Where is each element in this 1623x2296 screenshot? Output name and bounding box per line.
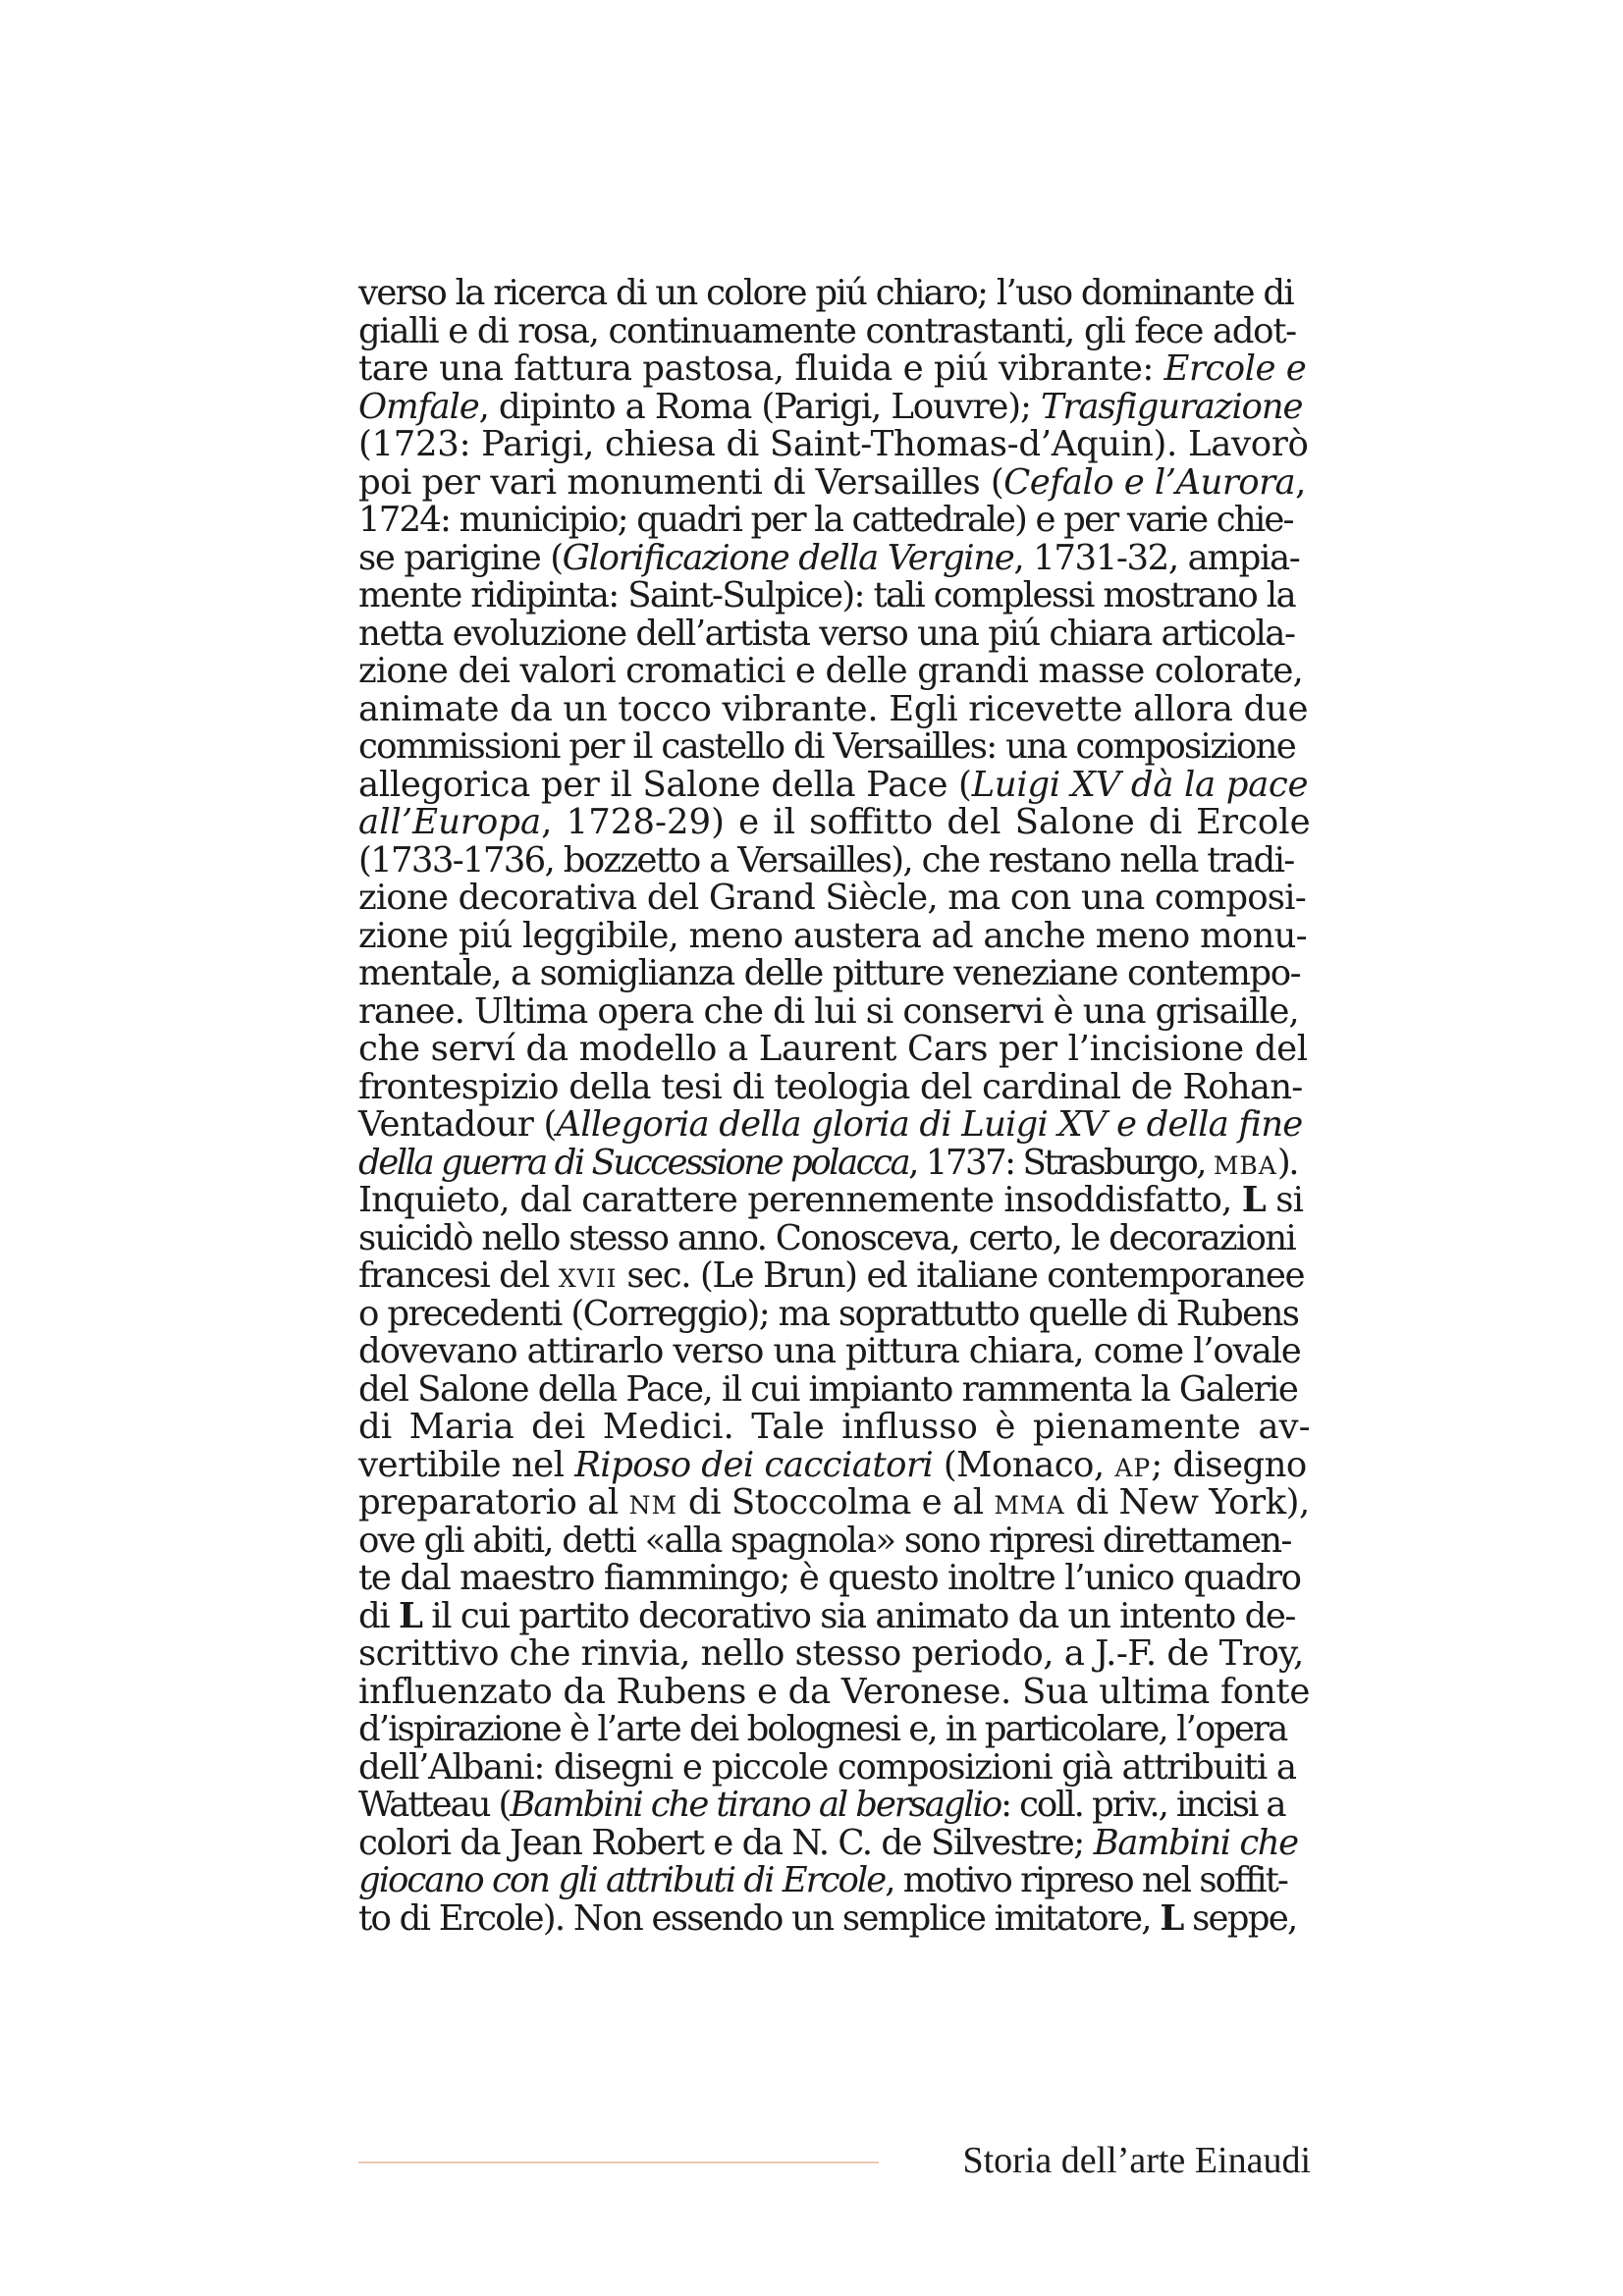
text-segment: d’ispirazione è l’arte dei bolognesi e, in particolare, l’opera <box>358 1709 1287 1749</box>
text-segment: : coll. priv., incisi a <box>1001 1785 1285 1825</box>
text-segment: di <box>358 1595 399 1636</box>
text-line <box>358 426 1311 464</box>
italic-text: Bambini che <box>1093 1822 1298 1863</box>
text-segment: ove gli abiti, detti «alla spagnola» sono ripresi direttamen- <box>358 1520 1291 1561</box>
text-line <box>358 1822 1311 1863</box>
text-segment: si <box>1265 1180 1304 1220</box>
text-segment: colori da Jean Robert e da N. C. de Silvestre; <box>358 1822 1094 1863</box>
text-segment: frontespizio della tesi di teologia del cardinal de Rohan- <box>358 1066 1303 1107</box>
bold-text: L <box>1160 1897 1183 1939</box>
body-text <box>358 275 1311 1938</box>
text-segment: animate da un tocco vibrante. Egli ricevette allora due <box>358 688 1309 729</box>
text-segment: Ventadour ( <box>358 1104 557 1145</box>
text-line <box>358 1217 1311 1258</box>
text-line <box>358 1862 1311 1900</box>
text-segment: , 1728-29) e il soffitto del Salone di Ercole <box>541 802 1311 842</box>
small-caps-text: nm <box>628 1482 678 1522</box>
text-line <box>358 1787 1311 1825</box>
text-line <box>358 880 1311 918</box>
italic-text: Omfale <box>358 386 479 427</box>
text-segment: , motivo ripreso nel soffit- <box>885 1860 1287 1900</box>
text-line <box>358 990 1311 1032</box>
text-line <box>358 1671 1311 1712</box>
text-line <box>358 653 1311 691</box>
text-line <box>358 728 1311 767</box>
italic-text: Trasfigurazione <box>1040 386 1303 427</box>
text-line <box>358 615 1311 654</box>
text-segment: to di Ercole). Non essendo un semplice imitatore, <box>358 1897 1161 1939</box>
text-segment: ). <box>1276 1142 1298 1183</box>
text-segment: di Maria dei Medici. Tale influsso è pienamente av- <box>358 1407 1311 1447</box>
text-line <box>358 1522 1311 1561</box>
small-caps-text: xvii <box>558 1255 618 1296</box>
text-segment: , 1731-32, ampia- <box>1013 537 1300 578</box>
text-segment: del Salone della Pace, il cui impianto rammenta la Galerie <box>358 1368 1298 1410</box>
text-line <box>358 839 1311 881</box>
italic-text: della guerra di Successione polacca <box>358 1142 909 1183</box>
small-caps-text: mba <box>1213 1142 1277 1183</box>
italic-text: Riposo dei cacciatori <box>574 1444 934 1485</box>
text-segment: scrittivo che rinvia, nello stesso periodo, a J.-F. de Troy, <box>358 1633 1304 1674</box>
text-segment: o precedenti (Correggio); ma soprattutto quelle di Rubens <box>358 1293 1299 1334</box>
text-segment: (1733-1736, bozzetto a Versailles), che restano nella tradi- <box>358 839 1294 881</box>
text-segment: di Stoccolma e al <box>677 1482 995 1522</box>
text-line <box>358 1031 1311 1069</box>
text-segment: il cui partito decorativo sia animato da un intento de- <box>421 1595 1295 1636</box>
text-line <box>358 1368 1311 1410</box>
text-line <box>358 577 1311 615</box>
small-caps-text: ap <box>1114 1444 1152 1485</box>
text-segment: , <box>1295 461 1306 503</box>
text-segment: tare una fattura pastosa, fluida e piú vibrante: <box>358 348 1164 389</box>
text-line <box>358 764 1311 805</box>
text-line <box>358 955 1311 993</box>
text-segment: sec. (Le Brun) ed italiane contemporanee <box>617 1255 1305 1296</box>
bold-text: L <box>398 1595 422 1636</box>
text-segment: seppe, <box>1182 1897 1297 1939</box>
text-segment: verso la ricerca di un colore piú chiaro; l’uso dominante di <box>358 273 1293 313</box>
italic-text: Cefalo e l’Aurora <box>1003 461 1296 503</box>
text-segment: allegorica per il Salone della Pace ( <box>358 764 972 805</box>
text-line <box>358 1142 1311 1183</box>
text-segment: zione piú leggibile, meno austera ad anche meno monu- <box>358 915 1307 956</box>
text-line <box>358 537 1311 578</box>
text-segment: Inquieto, dal carattere perennemente insoddisfatto, <box>358 1180 1242 1220</box>
text-segment: mentale, a somiglianza delle pitture veneziane contempo- <box>358 953 1301 993</box>
italic-text: Bambini che tirano al bersaglio <box>510 1785 1001 1825</box>
text-line <box>358 1635 1311 1674</box>
text-segment: commissioni per il castello di Versailles: una composizione <box>358 726 1296 767</box>
text-segment: influenzato da Rubens e da Veronese. Sua ultima fonte <box>358 1671 1311 1712</box>
footer-title: Storia dell’arte Einaudi <box>962 2140 1311 2181</box>
text-line <box>358 350 1311 389</box>
text-segment: , dipinto a Roma (Parigi, Louvre); <box>478 386 1041 427</box>
text-segment: te dal maestro fiammingo; è questo inoltre l’unico quadro <box>358 1558 1301 1598</box>
text-segment: Watteau ( <box>358 1785 511 1825</box>
text-line <box>358 1444 1311 1485</box>
text-segment: dovevano attirarlo verso una pittura chiara, come l’ovale <box>358 1331 1301 1371</box>
text-segment: che serví da modello a Laurent Cars per l’incisione del <box>358 1029 1308 1069</box>
italic-text: Glorificazione della Vergine <box>562 537 1014 578</box>
text-line <box>358 688 1311 729</box>
text-line <box>358 1066 1311 1107</box>
italic-text: all’Europa <box>358 802 542 842</box>
italic-text: Ercole e <box>1163 348 1307 389</box>
text-line <box>358 386 1311 427</box>
text-segment: poi per vari monumenti di Versailles ( <box>358 461 1004 503</box>
text-segment: francesi del <box>358 1255 559 1296</box>
text-segment: mente ridipinta: Saint-Sulpice): tali complessi mostrano la <box>358 575 1296 615</box>
text-segment: zione dei valori cromatici e delle grandi masse colorate, <box>358 651 1303 691</box>
text-line <box>358 804 1311 842</box>
text-segment: ranee. Ultima opera che di lui si conservi è una grisaille, <box>358 990 1299 1032</box>
text-line <box>358 502 1311 540</box>
text-line <box>358 1897 1311 1939</box>
text-segment: ; disegno <box>1151 1444 1307 1485</box>
text-segment: 1724: municipio; quadri per la cattedrale) e per varie chie- <box>358 500 1293 540</box>
text-line <box>358 1333 1311 1371</box>
text-line <box>358 1595 1311 1636</box>
text-segment: zione decorativa del Grand Siècle, ma con una composi- <box>358 878 1306 918</box>
italic-text: Allegoria della gloria di Luigi XV e della fine <box>556 1104 1303 1145</box>
text-segment: (1723: Parigi, chiesa di Saint-Thomas-d’Aquin). Lavorò <box>358 424 1309 464</box>
footer-rule <box>358 2162 879 2163</box>
text-segment: suicidò nello stesso anno. Conosceva, certo, le decorazioni <box>358 1217 1295 1258</box>
text-segment: , 1737: Strasburgo, <box>908 1142 1214 1183</box>
text-line <box>358 310 1311 351</box>
text-line <box>358 1711 1311 1749</box>
text-segment: vertibile nel <box>358 1444 575 1485</box>
text-line <box>358 1560 1311 1598</box>
small-caps-text: mma <box>994 1482 1065 1522</box>
text-segment: netta evoluzione dell’artista verso una piú chiara articola- <box>358 613 1295 654</box>
text-segment: preparatorio al <box>358 1482 629 1522</box>
text-line <box>358 1409 1311 1447</box>
bold-text: L <box>1241 1180 1266 1220</box>
text-line <box>358 1746 1311 1788</box>
text-line <box>358 1182 1311 1220</box>
italic-text: Luigi XV dà la pace <box>971 764 1309 805</box>
text-line <box>358 1257 1311 1296</box>
text-segment: se parigine ( <box>358 537 563 578</box>
text-line <box>358 915 1311 956</box>
text-line <box>358 1484 1311 1522</box>
text-segment: dell’Albani: disegni e piccole composizioni già attribuiti a <box>358 1746 1296 1788</box>
text-segment: gialli e di rosa, continuamente contrastanti, gli fece adot- <box>358 310 1296 351</box>
text-segment: di New York), <box>1064 1482 1310 1522</box>
text-line <box>358 275 1311 313</box>
text-line <box>358 1106 1311 1145</box>
text-segment: (Monaco, <box>933 1444 1115 1485</box>
italic-text: giocano con gli attributi di Ercole <box>358 1860 886 1900</box>
text-line <box>358 461 1311 503</box>
text-line <box>358 1293 1311 1334</box>
